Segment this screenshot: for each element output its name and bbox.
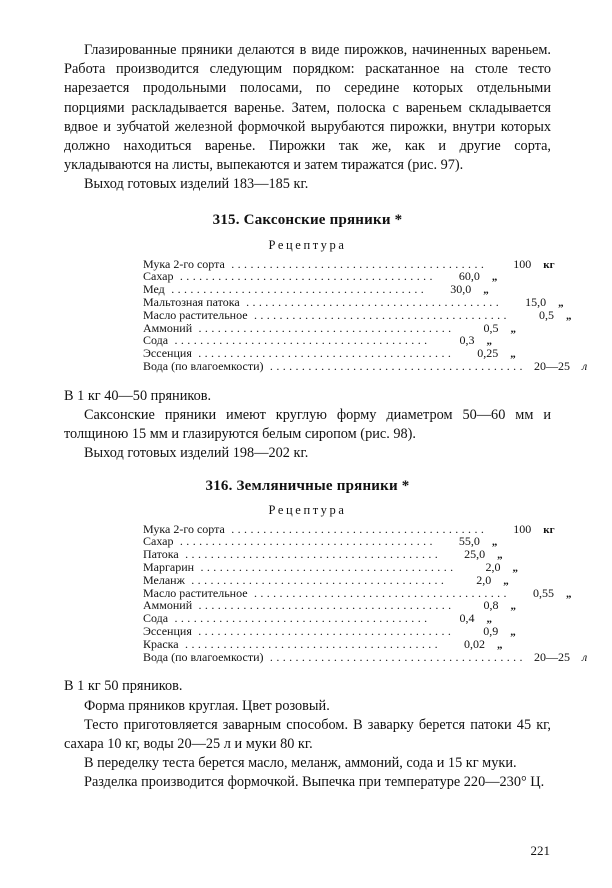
- ingredient-name: Аммоний: [143, 320, 193, 335]
- ingredient-unit: „: [483, 284, 489, 297]
- ingredient-quantity: 2,0: [476, 572, 492, 587]
- ingredient-quantity: 0,5: [483, 320, 499, 335]
- dot-leader: ........................................: [239, 295, 503, 310]
- dot-leader: ........................................: [247, 585, 510, 600]
- ingredient-unit: „: [497, 638, 503, 651]
- ingredient-quantity: 100: [513, 521, 532, 536]
- ingredient-quantity: 2,0: [485, 560, 501, 574]
- dot-leader: ........................................: [191, 623, 455, 638]
- section-315-description: Саксонские пряники имеют круглую форму диаметром 50—60 мм и толщиною 15 мм и глазируются белым сиропом (рис. 98).: [64, 407, 551, 443]
- section-315-title: 315. Саксонские пряники *: [212, 211, 403, 228]
- ingredient-name: Масло растительное: [143, 307, 248, 322]
- ingredient-unit: „: [491, 536, 498, 549]
- ingredient-quantity: 30,0: [450, 282, 472, 297]
- intro-yield: Выход готовых изделий 183—185 кг.: [84, 176, 309, 193]
- ingredient-name: Сахар: [143, 534, 174, 549]
- ingredient-quantity: 20—25: [533, 649, 570, 664]
- ingredient-unit: кг: [543, 523, 555, 536]
- ingredient-unit: „: [558, 297, 564, 310]
- ingredient-quantity: 0,3: [459, 333, 475, 348]
- ingredient-quantity: 20—25: [533, 359, 570, 373]
- dot-leader: ........................................: [192, 320, 455, 335]
- ingredient-quantity: 55,0: [458, 534, 480, 549]
- ingredient-quantity: 15,0: [525, 295, 547, 310]
- recipe-table-315: [143, 256, 588, 373]
- ingredient-name: Вода (по влагоемкости): [143, 649, 264, 664]
- ingredient-quantity: 0,02: [464, 636, 486, 651]
- ingredient-quantity: 100: [513, 256, 532, 271]
- ingredient-name: Сода: [143, 333, 169, 348]
- ingredient-unit: „: [486, 335, 492, 348]
- section-316-shape: Форма пряников круглая. Цвет розовый.: [84, 697, 330, 714]
- ingredient-name: Аммоний: [143, 598, 193, 613]
- ingredient-name: Сахар: [143, 269, 174, 284]
- dot-leader: ........................................: [194, 560, 457, 574]
- ingredient-name: Эссенция: [143, 623, 192, 638]
- section-316-subtitle: Рецептура: [268, 502, 347, 517]
- section-315-subtitle: Рецептура: [268, 237, 347, 252]
- section-315-yield: Выход готовых изделий 198—202 кг.: [84, 445, 309, 462]
- section-316-cutting: Разделка производится формочкой. Выпечка при температуре 220—230° Ц.: [84, 774, 545, 791]
- ingredient-name: Эссенция: [143, 346, 192, 361]
- ingredient-unit: „: [565, 587, 572, 600]
- ingredient-name: Сода: [143, 611, 169, 626]
- ingredient-quantity: 0,5: [538, 307, 554, 322]
- ingredient-name-cell: [143, 651, 526, 664]
- ingredient-quantity: 0,4: [459, 611, 475, 626]
- section-316-per-kg: В 1 кг 50 пряников.: [64, 678, 183, 695]
- intro-paragraph: Глазированные пряники делаются в виде пирожков, начиненных вареньем. Работа производится следующим порядком: раскатанное на столе тесто нарезается продольными полосами, по середине которых отдельными порциями раскладывается варенье. Затем, полоска с вареньем складывается вдвое и зубчатой железной формочкой вырубаются пирожки, внутри которых должно находиться варенье. Пирожки так же, как и другие сорта, укладываются на листы, выпекаются и затем тиражатся (рис. 97).: [64, 42, 551, 174]
- recipe-table-316: [143, 521, 588, 664]
- dot-leader: ........................................: [263, 649, 526, 664]
- ingredient-unit: л: [581, 649, 588, 664]
- ingredient-unit: „: [510, 625, 516, 638]
- recipe-row: [143, 359, 588, 373]
- ingredient-unit: „: [510, 322, 517, 335]
- dot-leader: ........................................: [178, 547, 442, 562]
- dot-leader: ........................................: [224, 256, 488, 271]
- dot-leader: ........................................: [164, 282, 428, 297]
- dot-leader: ........................................: [192, 598, 455, 613]
- ingredient-unit: „: [510, 600, 517, 613]
- dot-leader: ........................................: [168, 333, 431, 348]
- ingredient-quantity: 0,55: [532, 585, 554, 600]
- ingredient-unit: „: [512, 562, 518, 574]
- ingredient-quantity: 0,9: [483, 623, 499, 638]
- ingredient-name: Вода (по влагоемкости): [143, 359, 264, 373]
- ingredient-quantity: 0,8: [483, 598, 499, 613]
- ingredient-unit: „: [565, 309, 572, 322]
- ingredient-unit: л: [581, 359, 588, 373]
- ingredient-unit: „: [497, 549, 503, 562]
- dot-leader: ........................................: [247, 307, 510, 322]
- section-316-mixing: В переделку теста берется масло, меланж, аммоний, сода и 15 кг муки.: [84, 755, 517, 772]
- ingredient-unit: „: [510, 348, 516, 361]
- dot-leader: ........................................: [191, 346, 455, 361]
- ingredient-name: Маргарин: [143, 560, 195, 574]
- dot-leader: ........................................: [184, 572, 448, 587]
- ingredient-unit: „: [503, 574, 509, 587]
- page-number: 221: [530, 843, 550, 858]
- ingredient-name: Мука 2-го сорта: [143, 256, 225, 271]
- recipe-row: [143, 649, 588, 664]
- ingredient-name: Мальтозная патока: [143, 295, 240, 310]
- ingredient-quantity: 0,25: [477, 346, 499, 361]
- ingredient-unit: кг: [543, 258, 555, 271]
- ingredient-name: Масло растительное: [143, 585, 248, 600]
- ingredient-name: Краска: [143, 636, 179, 651]
- dot-leader: ........................................: [168, 611, 431, 626]
- ingredient-name: Мука 2-го сорта: [143, 521, 225, 536]
- section-316-title: 316. Земляничные пряники *: [205, 477, 410, 494]
- section-316-dough: Тесто приготовляется заварным способом. В заварку берется патоки 45 кг, сахара 10 кг, воды 20—25 л и муки 80 кг.: [64, 716, 551, 752]
- ingredient-name: Меланж: [143, 572, 185, 587]
- ingredient-quantity: 25,0: [464, 547, 486, 562]
- ingredient-name-cell: [143, 360, 526, 373]
- ingredient-name: Мед: [143, 282, 165, 297]
- dot-leader: ........................................: [178, 636, 442, 651]
- section-315-per-kg: В 1 кг 40—50 пряников.: [64, 387, 212, 404]
- dot-leader: ........................................: [173, 534, 436, 549]
- ingredient-unit: „: [486, 613, 492, 626]
- ingredient-name: Патока: [143, 547, 179, 562]
- page-body: [64, 40, 588, 793]
- ingredient-quantity: 60,0: [458, 269, 480, 284]
- dot-leader: ........................................: [263, 359, 526, 373]
- dot-leader: ........................................: [173, 269, 436, 284]
- dot-leader: ........................................: [224, 521, 488, 536]
- ingredient-unit: „: [491, 271, 498, 284]
